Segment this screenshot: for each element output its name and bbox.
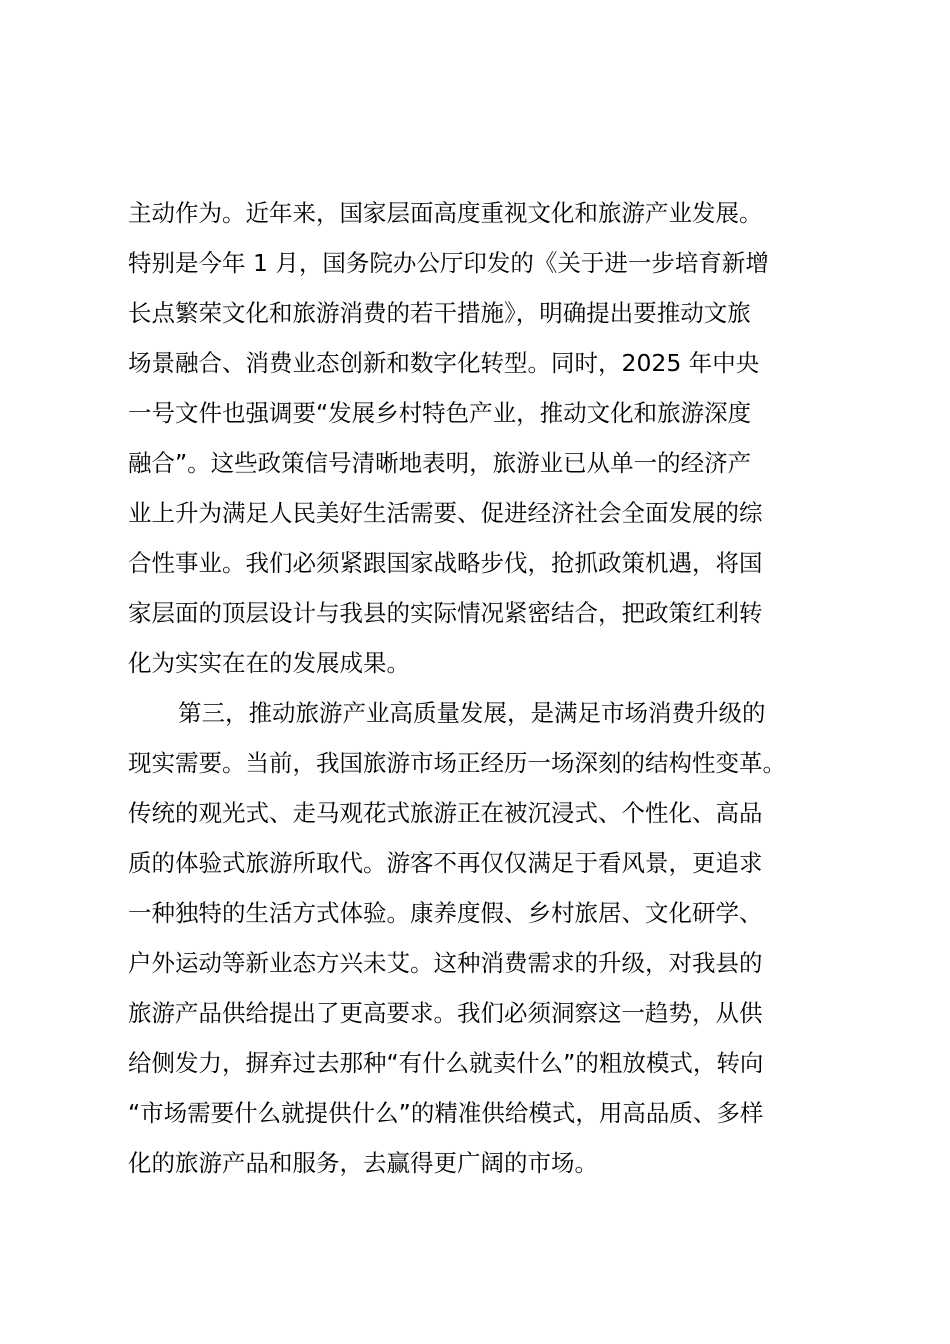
paragraph-line: 主动作为。近年来，国家层面高度重视文化和旅游产业发展。 — [128, 199, 763, 227]
paragraph-line: 合性事业。我们必须紧跟国家战略步伐，抢抓政策机遇，将国 — [128, 549, 763, 577]
paragraph-line: 家层面的顶层设计与我县的实际情况紧密结合，把政策红利转 — [128, 599, 763, 627]
paragraph-line: 一号文件也强调要“发展乡村特色产业，推动文化和旅游深度 — [128, 399, 752, 427]
paragraph-line: 一种独特的生活方式体验。康养度假、乡村旅居、文化研学、 — [128, 899, 763, 927]
document-body — [128, 188, 848, 1188]
paragraph-line: “市场需要什么就提供什么”的精准供给模式，用高品质、多样 — [128, 1099, 764, 1127]
paragraph-line: 第三，推动旅游产业高质量发展，是满足市场消费升级的 — [178, 699, 766, 727]
paragraph-line: 融合”。这些政策信号清晰地表明，旅游业已从单一的经济产 — [128, 449, 752, 477]
paragraph-line: 化为实实在在的发展成果。 — [128, 649, 410, 677]
paragraph-line: 户外运动等新业态方兴未艾。这种消费需求的升级，对我县的 — [128, 949, 763, 977]
paragraph-line: 长点繁荣文化和旅游消费的若干措施》，明确提出要推动文旅 — [128, 299, 751, 327]
paragraph-line: 业上升为满足人民美好生活需要、促进经济社会全面发展的综 — [128, 499, 763, 527]
paragraph-line: 给侧发力，摒弃过去那种“有什么就卖什么”的粗放模式，转向 — [128, 1049, 764, 1077]
paragraph-line: 特别是今年 1 月，国务院办公厅印发的《关于进一步培育新增 — [128, 249, 769, 277]
paragraph-line: 现实需要。当前，我国旅游市场正经历一场深刻的结构性变革。 — [128, 749, 786, 777]
paragraph-line: 旅游产品供给提出了更高要求。我们必须洞察这一趋势，从供 — [128, 999, 763, 1027]
paragraph-line: 化的旅游产品和服务，去赢得更广阔的市场。 — [128, 1149, 598, 1177]
paragraph-2 — [128, 688, 848, 1188]
paragraph-1 — [128, 188, 848, 688]
paragraph-line: 传统的观光式、走马观花式旅游正在被沉浸式、个性化、高品 — [128, 799, 763, 827]
paragraph-line: 质的体验式旅游所取代。游客不再仅仅满足于看风景，更追求 — [128, 849, 763, 877]
paragraph-line: 场景融合、消费业态创新和数字化转型。同时，2025 年中央 — [128, 349, 760, 377]
